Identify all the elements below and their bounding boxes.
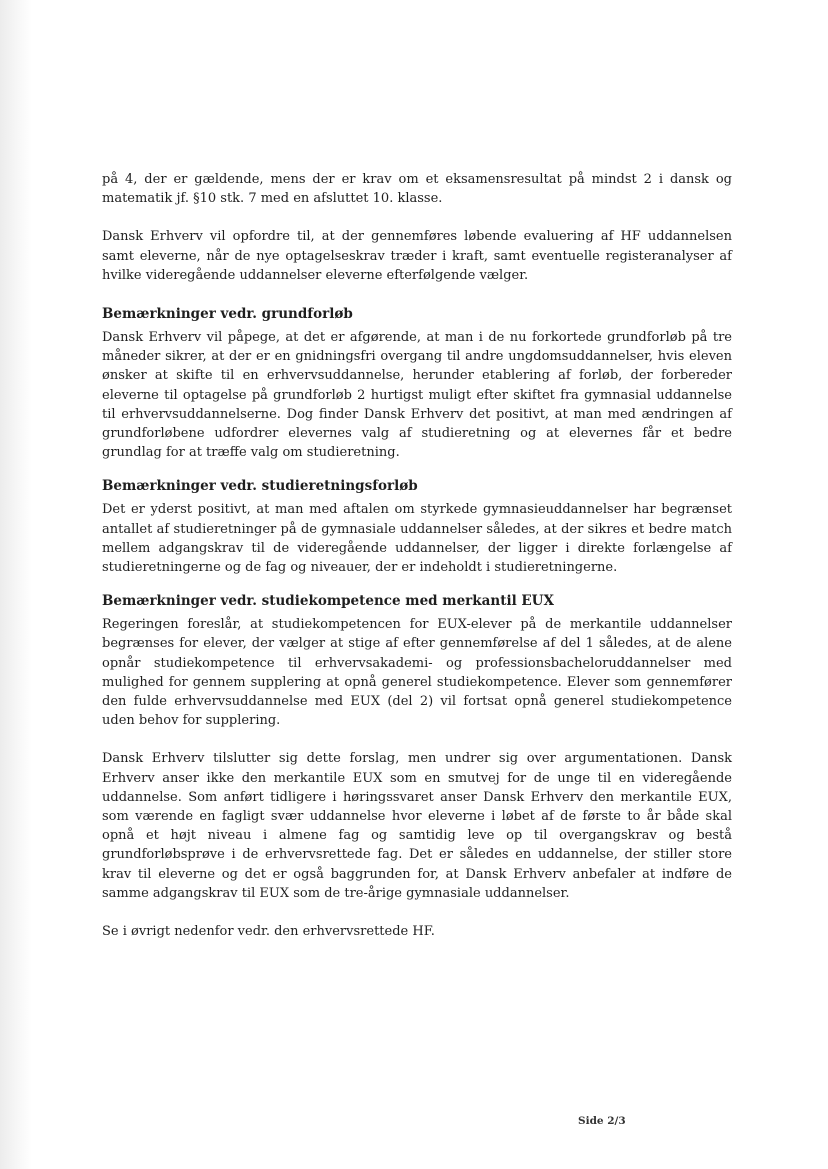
document-page [102, 170, 732, 941]
paragraph-eux-response: Dansk Erhverv tilslutter sig dette forslag, men undrer sig over argumentationen. Dansk Erhverv anser ikke den merkantile EUX som en smutvej for de unge til en videregående uddannelse. Som anført tidligere i høringssvaret anser Dansk Erhverv den merkantile EUX, som værende en fagligt svær uddannelse hvor eleverne i løbet af de første to år både skal opnå et højt niveau i almene fag og samtidig leve op til overgangskrav og bestå grundforløbsprøve i de erhvervsrettede fag. Det er således en uddannelse, der stiller store krav til eleverne og det er også baggrunden for, at Dansk Erhverv anbefaler at indføre de samme adgangskrav til EUX som de tre-årige gymnasiale uddannelser. [102, 751, 732, 901]
paragraph-evaluation: Dansk Erhverv vil opfordre til, at der gennemføres løbende evaluering af HF uddannelsen samt eleverne, når de nye optagelseskrav træder i kraft, samt eventuelle registeranalyser af hvilke videregående uddannelser eleverne efterfølgende vælger. [102, 229, 732, 283]
heading-merkantil-eux: Bemærkninger vedr. studiekompetence med merkantil EUX [102, 593, 554, 610]
scan-edge-shadow [0, 0, 32, 1169]
paragraph-studieretningsforloeb: Det er yderst positivt, at man med aftalen om styrkede gymnasieuddannelser har begrænset antallet af studieretninger på de gymnasiale uddannelser således, at der sikres et bedre match mellem adgangskrav til de videregående uddannelser, der ligger i direkte forlængelse af studieretningerne og de fag og niveauer, der er indeholdt i studieretningerne. [102, 502, 732, 576]
paragraph-eux-proposal: Regeringen foreslår, at studiekompetencen for EUX-elever på de merkantile uddannelser begrænses for elever, der vælger at stige af efter gennemførelse af del 1 således, at de alene opnår studiekompetence til erhvervsakademi- og professionsbacheloruddannelser med mulighed for gennem supplering at opnå generel studiekompetence. Elever som gennemfører den fulde erhvervsuddannelse med EUX (del 2) vil fortsat opnå generel studiekompetence uden behov for supplering. [102, 617, 732, 729]
heading-grundforloeb: Bemærkninger vedr. grundforløb [102, 306, 353, 323]
paragraph-admission-grade: på 4, der er gældende, mens der er krav om et eksamensresultat på mindst 2 i dansk og matematik jf. §10 stk. 7 med en afsluttet 10. klasse. [102, 172, 732, 207]
paragraph-grundforloeb: Dansk Erhverv vil påpege, at det er afgørende, at man i de nu forkortede grundforløb på tre måneder sikrer, at der er en gnidningsfri overgang til andre ungdomsuddannelser, hvis eleven ønsker at skifte til en erhvervsuddannelse, herunder etablering af forløb, der forbereder eleverne til optagelse på grundforløb 2 hurtigst muligt efter skiftet fra gymnasial uddannelse til erhvervsuddannelserne. Dog finder Dansk Erhverv det positivt, at man med ændringen af grundforløbene udfordrer elevernes valg af studieretning og at elevernes får et bedre grundlag for at træffe valg om studieretning. [102, 330, 732, 461]
page-number: Side 2/3 [578, 1115, 626, 1127]
heading-studieretningsforloeb: Bemærkninger vedr. studieretningsforløb [102, 478, 418, 495]
paragraph-see-also: Se i øvrigt nedenfor vedr. den erhvervsrettede HF. [102, 924, 435, 940]
